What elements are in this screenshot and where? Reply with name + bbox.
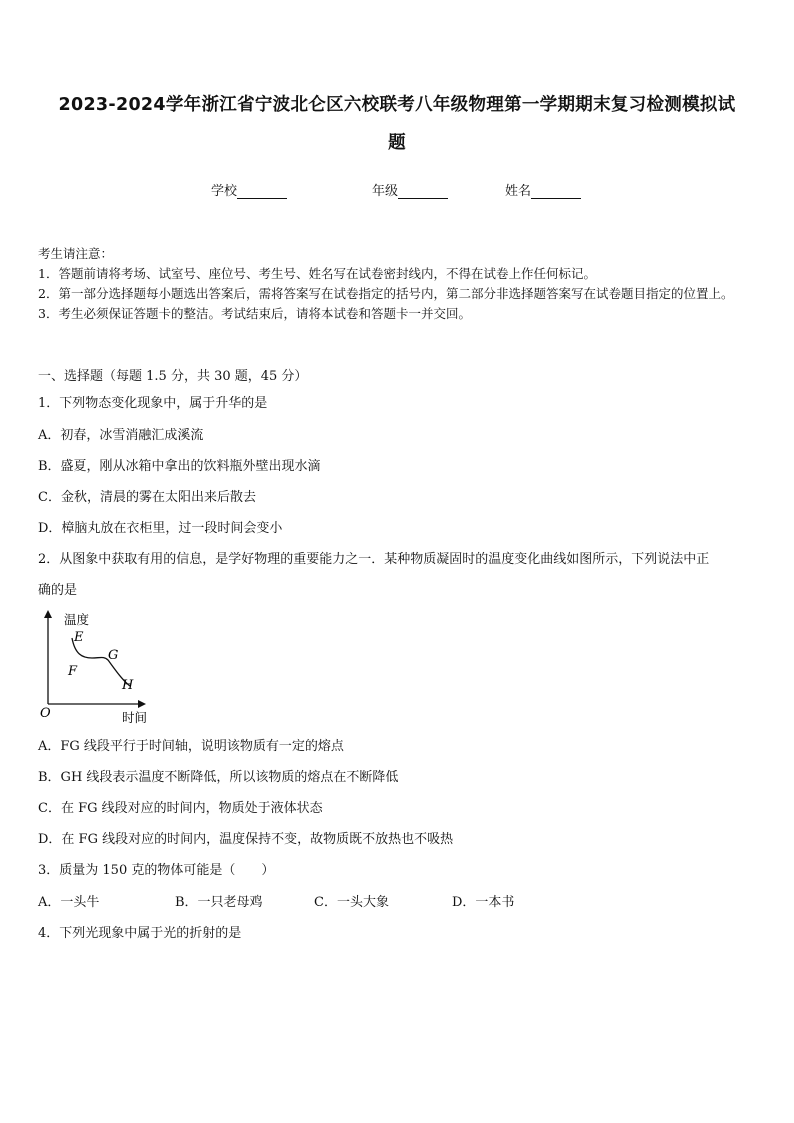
question-3-option-c: C．一头大象 bbox=[314, 895, 389, 910]
school-label: 学校 bbox=[211, 184, 238, 199]
school-blank[interactable] bbox=[237, 184, 287, 199]
question-2-option-c: C．在 FG 线段对应的时间内，物质处于液体状态 bbox=[38, 801, 323, 816]
student-info-row bbox=[0, 180, 794, 200]
question-1-option-a: A．初春，冰雪消融汇成溪流 bbox=[38, 428, 204, 443]
point-f-label: F bbox=[68, 664, 78, 679]
page-title bbox=[30, 86, 764, 162]
name-label: 姓名 bbox=[505, 184, 532, 199]
grade-label: 年级 bbox=[372, 184, 399, 199]
exam-notice bbox=[38, 244, 760, 324]
point-e-label: E bbox=[74, 630, 84, 645]
notice-item: 3．考生必须保证答题卡的整洁。考试结束后，请将本试卷和答题卡一并交回。 bbox=[38, 306, 471, 321]
school-field bbox=[211, 180, 287, 199]
temperature-time-graph bbox=[30, 604, 160, 728]
question-3-option-b: B．一只老母鸡 bbox=[175, 895, 263, 910]
question-2-option-d: D．在 FG 线段对应的时间内，温度保持不变，故物质既不放热也不吸热 bbox=[38, 832, 454, 847]
name-field bbox=[505, 180, 581, 199]
question-2-option-b: B．GH 线段表示温度不断降低，所以该物质的熔点在不断降低 bbox=[38, 770, 399, 785]
question-3-option-a: A．一头牛 bbox=[38, 895, 100, 910]
question-1-option-b: B．盛夏，刚从冰箱中拿出的饮料瓶外壁出现水滴 bbox=[38, 459, 321, 474]
notice-item: 1．答题前请将考场、试室号、座位号、考生号、姓名写在试卷密封线内，不得在试卷上作任何标记。 bbox=[38, 266, 596, 281]
question-2-stem-line-2: 确的是 bbox=[38, 583, 78, 598]
question-4-stem: 4．下列光现象中属于光的折射的是 bbox=[38, 926, 242, 941]
title-line-1: 2023-2024学年浙江省宁波北仑区六校联考八年级物理第一学期期末复习检测模拟试 bbox=[58, 95, 736, 115]
name-blank[interactable] bbox=[531, 184, 581, 199]
section-heading: 一、选择题（每题 1.5 分，共 30 题，45 分） bbox=[38, 369, 308, 384]
notice-item: 2．第一部分选择题每小题选出答案后，需将答案写在试卷指定的括号内，第二部分非选择题答案写在试卷题目指定的位置上。 bbox=[38, 286, 734, 301]
point-g-label: G bbox=[108, 648, 119, 663]
title-line-2: 题 bbox=[388, 133, 406, 153]
x-axis-label: 时间 bbox=[122, 710, 148, 725]
notice-heading: 考生请注意： bbox=[38, 246, 114, 261]
question-3-option-d: D．一本书 bbox=[452, 895, 515, 910]
question-2-option-a: A．FG 线段平行于时间轴，说明该物质有一定的熔点 bbox=[38, 739, 344, 754]
question-1-stem: 1．下列物态变化现象中，属于升华的是 bbox=[38, 396, 268, 411]
question-2-stem-line-1: 2．从图象中获取有用的信息，是学好物理的重要能力之一．某种物质凝固时的温度变化曲线如图所示，下列说法中正 bbox=[38, 552, 710, 567]
origin-label: O bbox=[40, 706, 51, 721]
point-h-label: H bbox=[122, 678, 134, 693]
question-3-stem: 3．质量为 150 克的物体可能是（ ） bbox=[38, 863, 275, 878]
question-1-option-c: C．金秋，清晨的雾在太阳出来后散去 bbox=[38, 490, 256, 505]
grade-field bbox=[372, 180, 448, 199]
y-axis-label: 温度 bbox=[64, 612, 90, 627]
question-1-option-d: D．樟脑丸放在衣柜里，过一段时间会变小 bbox=[38, 521, 283, 536]
grade-blank[interactable] bbox=[398, 184, 448, 199]
